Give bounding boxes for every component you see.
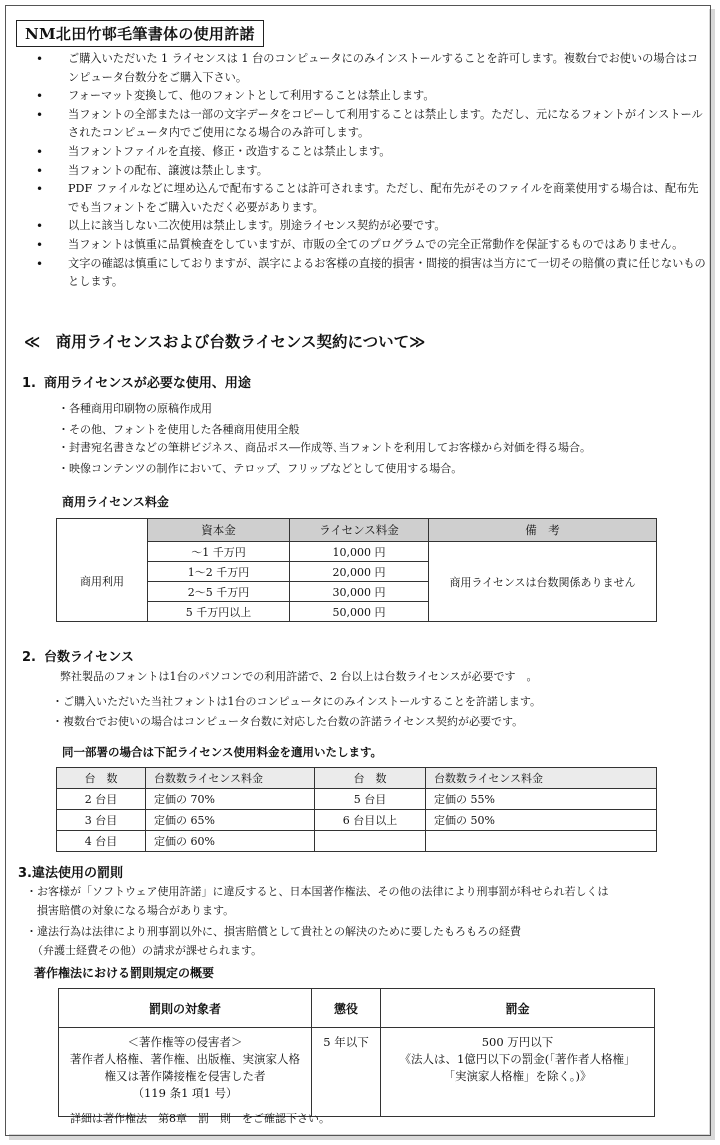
document-title: NM北田竹邨毛筆書体の使用許諾: [16, 20, 264, 47]
capital-cell: 2～5 千万円: [148, 582, 290, 602]
term-item: • 以上に該当しない二次使用は禁止します。別途ライセンス契約が必要です。: [34, 217, 706, 236]
capital-header: 資本金: [148, 519, 290, 542]
capital-cell: 5 千万円以上: [148, 602, 290, 622]
count-header: 台 数: [315, 768, 426, 789]
imprisonment-header: 懲役: [312, 989, 381, 1028]
fine-line: 「実演家人格権」を除く。)》: [443, 1069, 592, 1083]
section-1-title: 商用ライセンスが必要な使用、用途: [44, 376, 251, 391]
section-2-line: ・ご購入いただいた当社フォントは1台のコンピュータにのみインストールすることを許諾します。: [52, 695, 542, 708]
section-2-number: 2.: [22, 650, 36, 665]
fee-cell: 10,000 円: [290, 542, 429, 562]
fee-cell: 30,000 円: [290, 582, 429, 602]
terms-list: [34, 50, 706, 292]
fine-line: 《法人は、1億円以下の罰金(「著作者人格権」: [399, 1052, 636, 1066]
count-cell: 3 台目: [57, 810, 146, 831]
rate-cell: [426, 831, 657, 852]
section-1-number: 1.: [22, 376, 36, 391]
target-cell: [59, 1028, 312, 1117]
section-1-heading: [22, 372, 251, 391]
fine-header: 罰金: [381, 989, 655, 1028]
penalty-table-title: 著作権法における罰則規定の概要: [34, 966, 215, 980]
section-1-item: ・映像コンテンツの制作において、テロップ、フリップなどとして使用する場合。: [58, 462, 463, 475]
count-cell: [315, 831, 426, 852]
section-3-number: 3.: [18, 866, 32, 881]
count-cell: 6 台目以上: [315, 810, 426, 831]
remarks-header: 備 考: [429, 519, 657, 542]
penalty-table: [58, 988, 655, 1117]
target-line: 著作者人格権、著作権、出版権、実演家人格: [70, 1052, 300, 1066]
term-item: • PDF ファイルなどに埋め込んで配布することは許可されます。ただし、配布先がそのファイルを商業使用する場合は、配布先でも当フォントをご購入いただく必要があります。: [34, 180, 706, 217]
fine-line: 500 万円以下: [481, 1035, 554, 1049]
section-3-title: 違法使用の罰則: [32, 866, 124, 881]
rate-cell: 定価の 55%: [426, 789, 657, 810]
commercial-use-label: 商用利用: [57, 542, 148, 622]
term-item: • 当フォントファイルを直接、修正・改造することは禁止します。: [34, 143, 706, 162]
section-3-heading: [18, 862, 123, 881]
section-1-item: ・封書宛名書きなどの筆耕ビジネス、商品ポス―作成等､当フォントを利用してお客様から対価を得る場合。: [58, 441, 591, 454]
section-2-title: 台数ライセンス: [44, 650, 134, 665]
term-item: • 当フォントは慎重に品質検査をしていますが、市販の全てのプログラムでの完全正常動作を保証するものではありません。: [34, 236, 706, 255]
section-3-line: ・お客様が「ソフトウェア使用許諾」に違反すると、日本国著作権法、その他の法律により刑事罰が科せられ若しくは: [26, 885, 609, 898]
section-2-line: 弊社製品のフォントは1台のパソコンでの利用許諾で、2 台以上は台数ライセンスが必要です 。: [60, 670, 538, 683]
capital-cell: ～1 千万円: [148, 542, 290, 562]
count-cell: 2 台目: [57, 789, 146, 810]
rate-header: 台数数ライセンス料金: [426, 768, 657, 789]
term-item: • フォーマット変換して、他のフォントとして利用することは禁止します。: [34, 87, 706, 106]
fee-header: ライセンス料金: [290, 519, 429, 542]
capital-cell: 1～2 千万円: [148, 562, 290, 582]
section-2-line: ・複数台でお使いの場合はコンピュータ台数に対応した台数の許諾ライセンス契約が必要です。: [52, 715, 524, 728]
remarks-cell: 商用ライセンスは台数関係ありません: [429, 542, 657, 622]
count-cell: 4 台目: [57, 831, 146, 852]
section-1-item: ・各種商用印刷物の原稿作成用: [58, 402, 212, 415]
section-3-line: 損害賠償の対象になる場合があります。: [26, 904, 235, 917]
section-3-line: ・違法行為は法律により刑事罰以外に、損害賠償として貴社との解決のために要したもろもろの経費: [26, 925, 521, 938]
blank-header: [57, 519, 148, 542]
multi-license-table: [56, 767, 657, 852]
rate-cell: 定価の 50%: [426, 810, 657, 831]
target-line: ＜著作権等の侵害者＞: [127, 1035, 243, 1049]
commercial-fee-table: [56, 518, 657, 622]
rate-cell: 定価の 65%: [146, 810, 315, 831]
fee-cell: 20,000 円: [290, 562, 429, 582]
footer-note: 詳細は著作権法 第8章 罰 則 をご確認下さい。: [70, 1112, 330, 1125]
fee-cell: 50,000 円: [290, 602, 429, 622]
rate-cell: 定価の 70%: [146, 789, 315, 810]
count-header: 台 数: [57, 768, 146, 789]
count-cell: 5 台目: [315, 789, 426, 810]
term-item: • 文字の確認は慎重にしておりますが、誤字によるお客様の直接的損害・間接的損害は当方にて一切その賠償の責に任じないものとします。: [34, 255, 706, 292]
term-item: • 当フォントの全部または一部の文字データをコピーして利用することは禁止します。ただし、元になるフォントがインストールされたコンピュータ内でご使用になる場合のみ許可します。: [34, 106, 706, 143]
section-3-line: （弁護士経費その他）の請求が課せられます。: [32, 944, 263, 957]
term-item: • 当フォントの配布、譲渡は禁止します。: [34, 162, 706, 181]
section-1-item: ・その他、フォントを使用した各種商用使用全般: [58, 423, 300, 436]
target-line: （119 条1 項1 号）: [132, 1086, 238, 1100]
section-2-heading: [22, 646, 134, 665]
section-title: ≪ 商用ライセンスおよび台数ライセンス契約について≫: [24, 333, 426, 351]
commercial-fee-title: 商用ライセンス料金: [62, 495, 169, 509]
fine-cell: [381, 1028, 655, 1117]
term-item: • ご購入いただいた 1 ライセンスは 1 台のコンピュータにのみインストールすることを許可します。複数台でお使いの場合はコンピュータ台数分をご購入下さい。: [34, 50, 706, 87]
rate-cell: 定価の 60%: [146, 831, 315, 852]
multi-license-table-title: 同一部署の場合は下記ライセンス使用料金を適用いたします。: [62, 745, 383, 759]
target-line: 権又は著作隣接権を侵害した者: [104, 1069, 266, 1083]
rate-header: 台数数ライセンス料金: [146, 768, 315, 789]
target-header: 罰則の対象者: [59, 989, 312, 1028]
imprisonment-cell: 5 年以下: [312, 1028, 381, 1117]
